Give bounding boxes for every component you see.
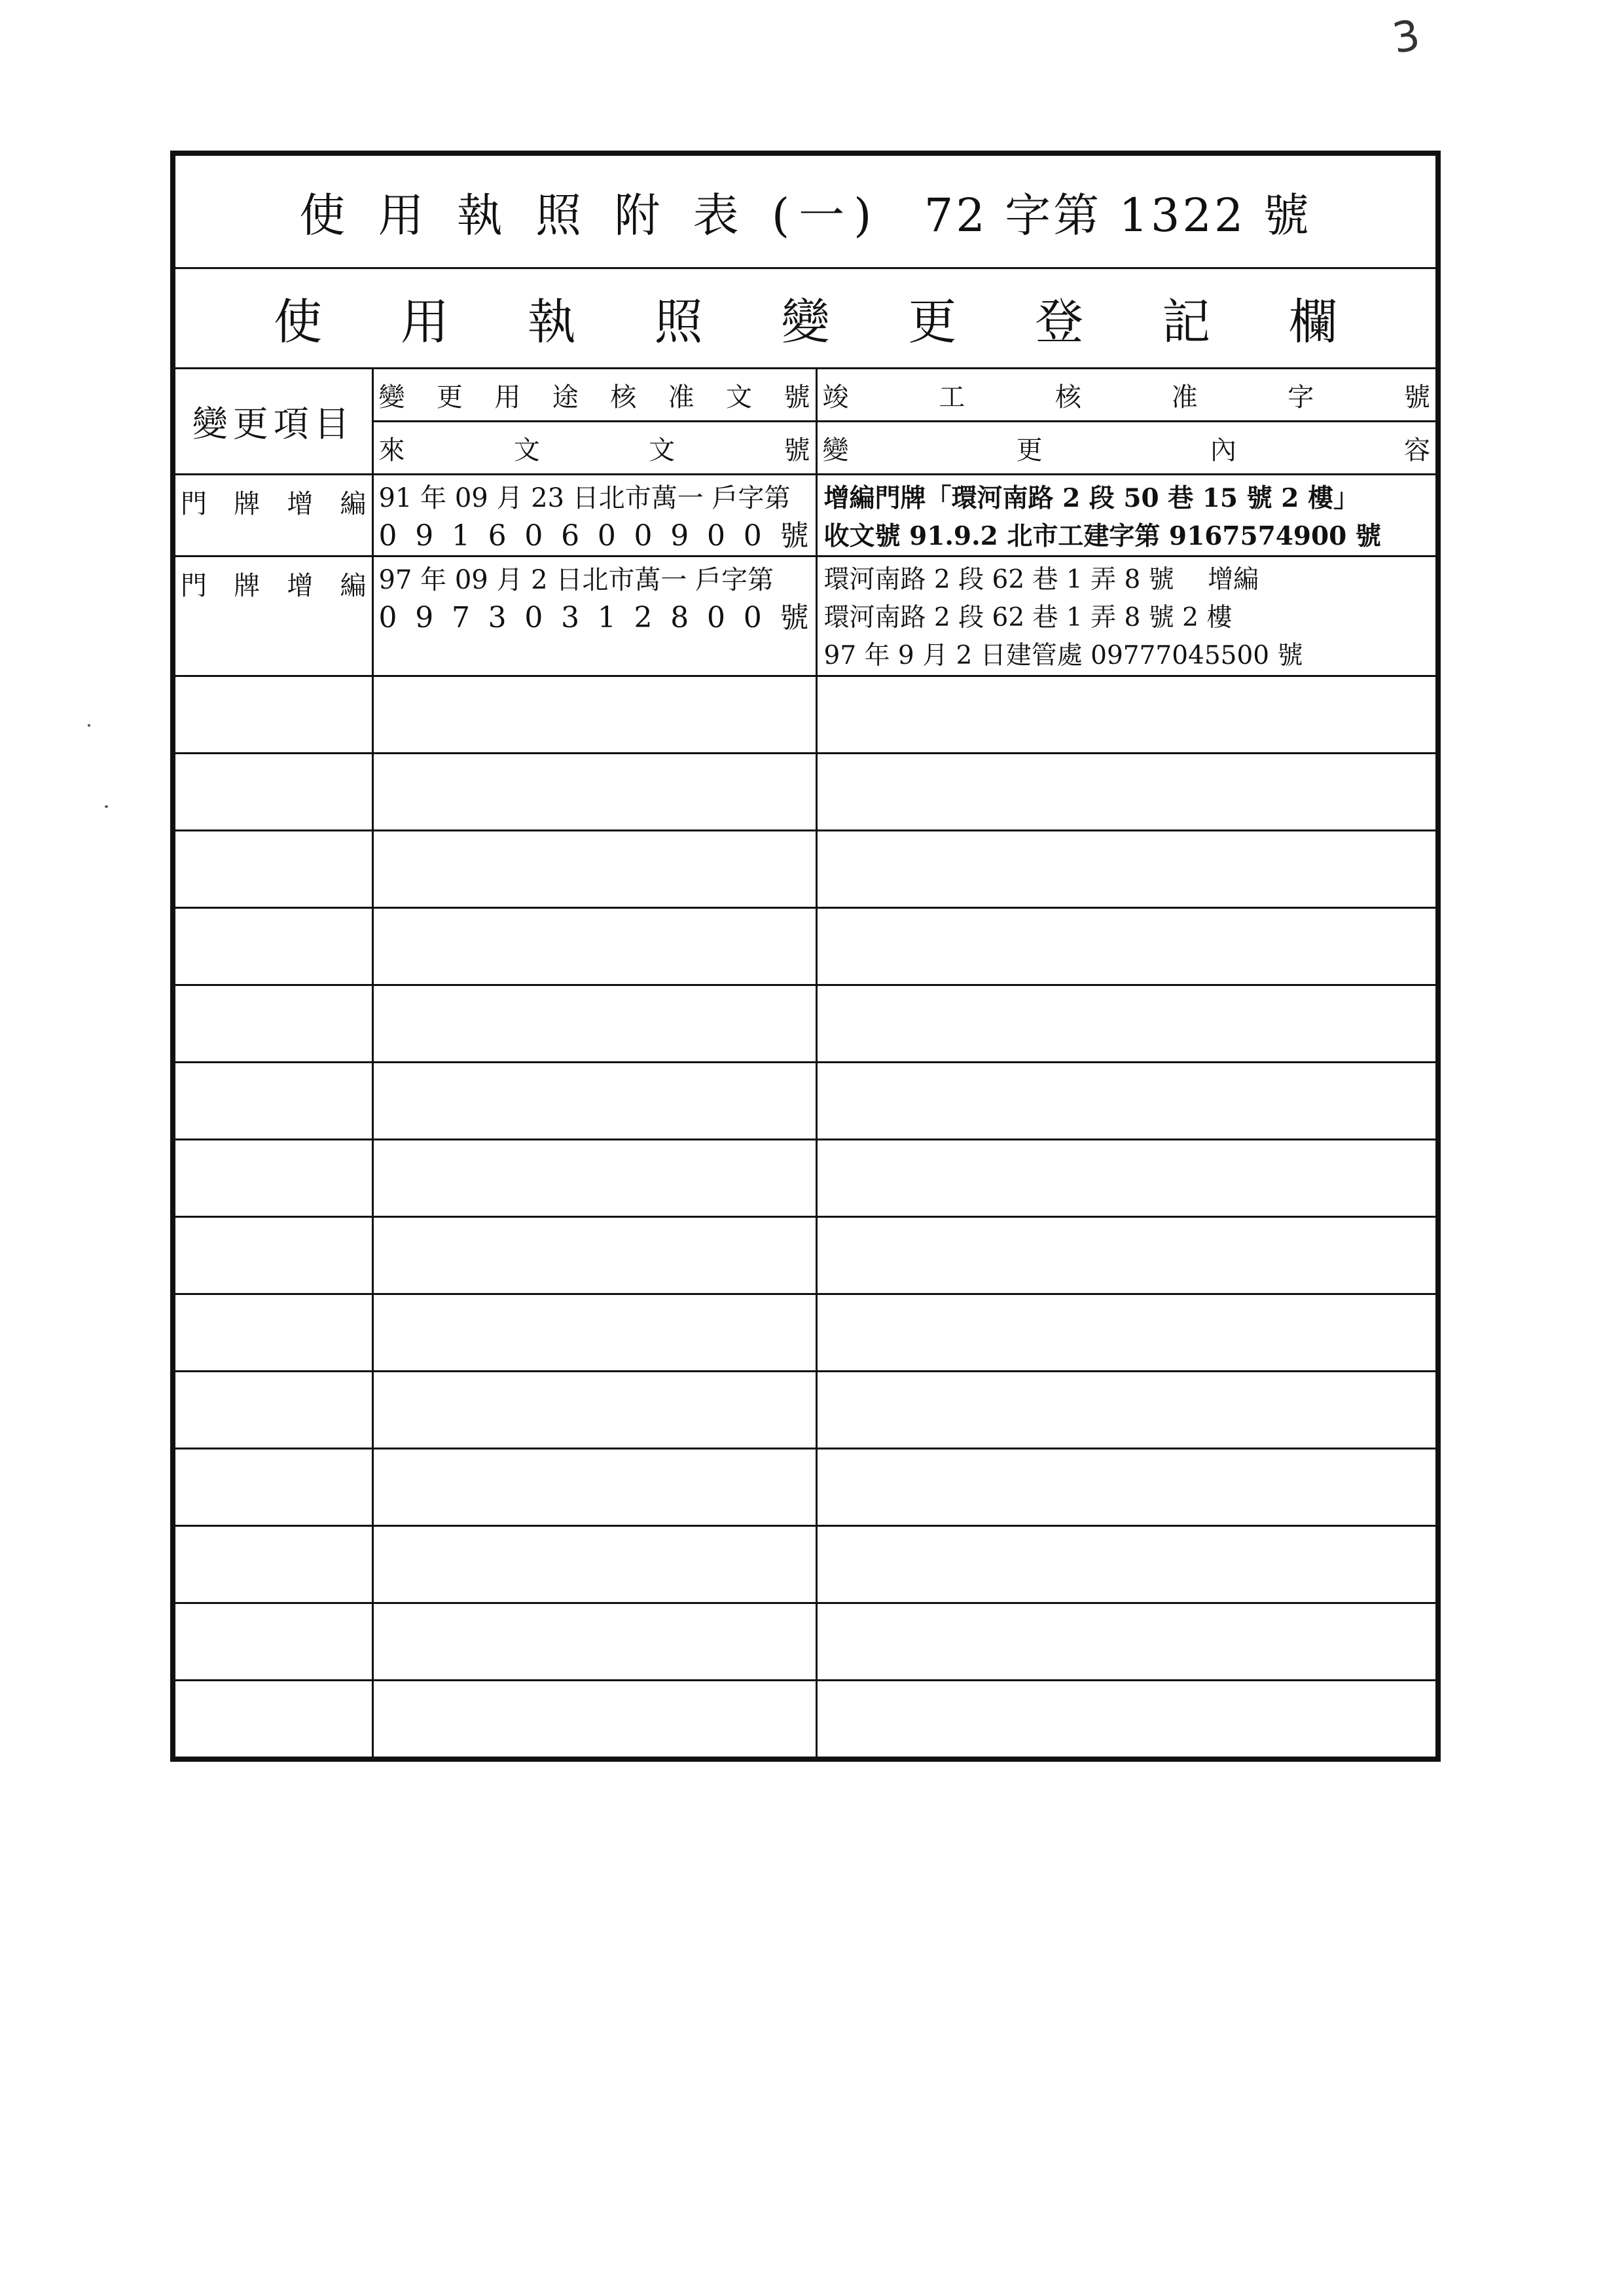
doc-digit: 2 [634, 601, 653, 634]
header-char: 用 [494, 382, 521, 412]
header-char: 更 [1016, 435, 1043, 465]
doc-digit: 0 [706, 519, 725, 553]
completion-approval-header [816, 369, 1438, 422]
doc-serial-line [379, 599, 810, 637]
blank-cell [816, 831, 1438, 908]
header-char: 核 [610, 382, 637, 412]
doc-digit: 7 [451, 601, 470, 634]
blank-row [173, 1217, 1438, 1294]
item-char: 增 [287, 489, 314, 519]
header-char: 文 [726, 382, 753, 412]
blank-cell [173, 754, 372, 831]
blank-cell [173, 1217, 372, 1294]
entry-change-content [816, 475, 1438, 556]
title-permit-number: 72 字第 1322 號 [924, 188, 1312, 242]
register-char: 記 [1162, 294, 1211, 350]
header-char: 號 [784, 435, 810, 465]
title-char: 表 [693, 188, 748, 242]
blank-cell [372, 1526, 816, 1603]
register-char: 欄 [1289, 294, 1337, 350]
blank-cell [816, 676, 1438, 754]
header-char: 文 [513, 435, 540, 465]
doc-digit: 號 [780, 601, 809, 634]
register-char: 更 [908, 294, 957, 350]
register-heading [173, 268, 1438, 369]
header-char: 工 [939, 382, 965, 412]
doc-digit: 0 [378, 519, 397, 553]
blank-cell [173, 908, 372, 985]
blank-cell [372, 1449, 816, 1526]
content-line: 增編門牌「環河南路 2 段 50 巷 15 號 2 樓」 [823, 483, 1359, 513]
title-char: 用 [378, 188, 433, 242]
doc-digit: 0 [524, 601, 543, 634]
title-char: 附 [614, 188, 670, 242]
usage-permit-change-register-table [170, 151, 1441, 1762]
blank-row [173, 831, 1438, 908]
doc-serial-line [379, 517, 810, 555]
entry-document-number [372, 556, 816, 676]
register-char: 照 [654, 294, 703, 350]
header-char: 更 [436, 382, 463, 412]
blank-cell [173, 985, 372, 1063]
page-number-mark: 3 [1388, 11, 1424, 64]
header-char: 途 [552, 382, 579, 412]
title-char: (一) [771, 188, 881, 242]
blank-cell [816, 754, 1438, 831]
blank-cell [372, 676, 816, 754]
title-char: 執 [456, 188, 512, 242]
header-char: 來 [378, 435, 405, 465]
content-line: 97 年 9 月 2 日建管處 09777045500 號 [823, 641, 1303, 670]
title-char: 照 [535, 188, 591, 242]
blank-cell [372, 1294, 816, 1372]
blank-row [173, 676, 1438, 754]
blank-row [173, 1681, 1438, 1760]
item-char: 增 [287, 571, 314, 601]
doc-digit: 0 [378, 601, 397, 634]
doc-digit: 9 [415, 519, 434, 553]
blank-cell [372, 1063, 816, 1140]
blank-row [173, 1140, 1438, 1217]
doc-digit: 6 [488, 519, 507, 553]
blank-cell [816, 1603, 1438, 1681]
entry-change-item [173, 475, 372, 556]
incoming-doc-number-header [372, 422, 816, 475]
title-char: 使 [299, 188, 355, 242]
blank-cell [173, 1526, 372, 1603]
blank-cell [816, 985, 1438, 1063]
blank-cell [372, 985, 816, 1063]
blank-cell [173, 1681, 372, 1760]
table-row [173, 475, 1438, 556]
header-char: 內 [1210, 435, 1236, 465]
item-char: 門 [181, 571, 207, 601]
entry-change-content [816, 556, 1438, 676]
blank-cell [816, 1681, 1438, 1760]
change-item-header: 變更項目 [173, 369, 372, 475]
doc-digit: 3 [561, 601, 580, 634]
blank-row [173, 754, 1438, 831]
doc-digit: 0 [743, 601, 762, 634]
register-char: 變 [781, 294, 830, 350]
blank-cell [173, 831, 372, 908]
header-char: 准 [668, 382, 694, 412]
form-title [173, 153, 1438, 268]
doc-digit: 1 [597, 601, 616, 634]
item-char: 編 [340, 571, 367, 601]
blank-row [173, 1526, 1438, 1603]
header-char: 容 [1403, 435, 1430, 465]
entry-document-number [372, 475, 816, 556]
register-char: 登 [1035, 294, 1084, 350]
doc-digit: 8 [670, 601, 689, 634]
register-char: 執 [527, 294, 576, 350]
blank-row [173, 1294, 1438, 1372]
header-char: 竣 [822, 382, 849, 412]
blank-cell [816, 1449, 1438, 1526]
item-char: 牌 [234, 571, 261, 601]
scan-speck [105, 805, 108, 808]
doc-digit: 6 [561, 519, 580, 553]
doc-digit: 0 [524, 519, 543, 553]
doc-digit: 0 [706, 601, 725, 634]
header-char: 文 [649, 435, 676, 465]
header-char: 號 [784, 382, 810, 412]
approval-number-header [372, 369, 816, 422]
doc-digit: 9 [670, 519, 689, 553]
table-row [173, 556, 1438, 676]
content-line: 收文號 91.9.2 北市工建字第 9167574900 號 [823, 521, 1381, 551]
blank-cell [372, 1372, 816, 1449]
blank-cell [372, 908, 816, 985]
item-char: 門 [181, 489, 207, 519]
blank-cell [372, 1681, 816, 1760]
item-char: 編 [340, 489, 367, 519]
blank-cell [816, 908, 1438, 985]
blank-cell [372, 754, 816, 831]
header-char: 字 [1288, 382, 1314, 412]
doc-digit: 3 [488, 601, 507, 634]
blank-cell [816, 1526, 1438, 1603]
doc-date-line: 91 年 09 月 23 日北市萬一 戶字第 [378, 483, 791, 513]
item-char: 牌 [234, 489, 261, 519]
blank-row [173, 908, 1438, 985]
doc-digit: 號 [780, 519, 809, 553]
blank-cell [372, 831, 816, 908]
register-char: 用 [400, 294, 449, 350]
blank-cell [372, 1140, 816, 1217]
blank-cell [173, 1603, 372, 1681]
blank-cell [173, 1140, 372, 1217]
scan-speck [88, 724, 90, 727]
blank-cell [173, 676, 372, 754]
doc-digit: 0 [597, 519, 616, 553]
change-content-header [816, 422, 1438, 475]
blank-row [173, 985, 1438, 1063]
header-char: 核 [1054, 382, 1081, 412]
blank-row [173, 1603, 1438, 1681]
register-char: 使 [274, 294, 322, 350]
doc-digit: 1 [451, 519, 470, 553]
content-line: 環河南路 2 段 62 巷 1 弄 8 號 2 樓 [823, 603, 1233, 632]
blank-row [173, 1063, 1438, 1140]
doc-digit: 9 [415, 601, 434, 634]
blank-cell [816, 1372, 1438, 1449]
blank-cell [372, 1603, 816, 1681]
blank-cell [372, 1217, 816, 1294]
doc-digit: 0 [634, 519, 653, 553]
doc-digit: 0 [743, 519, 762, 553]
content-line: 環河南路 2 段 62 巷 1 弄 8 號 增編 [823, 565, 1259, 594]
blank-cell [816, 1063, 1438, 1140]
doc-date-line: 97 年 09 月 2 日北市萬一 戶字第 [378, 565, 774, 595]
blank-row [173, 1449, 1438, 1526]
blank-row [173, 1372, 1438, 1449]
blank-cell [816, 1217, 1438, 1294]
header-char: 變 [378, 382, 405, 412]
blank-cell [816, 1140, 1438, 1217]
blank-cell [173, 1372, 372, 1449]
entry-change-item [173, 556, 372, 676]
blank-cell [816, 1294, 1438, 1372]
blank-cell [173, 1294, 372, 1372]
header-char: 號 [1403, 382, 1430, 412]
header-char: 變 [822, 435, 849, 465]
header-char: 准 [1171, 382, 1198, 412]
blank-cell [173, 1449, 372, 1526]
blank-cell [173, 1063, 372, 1140]
